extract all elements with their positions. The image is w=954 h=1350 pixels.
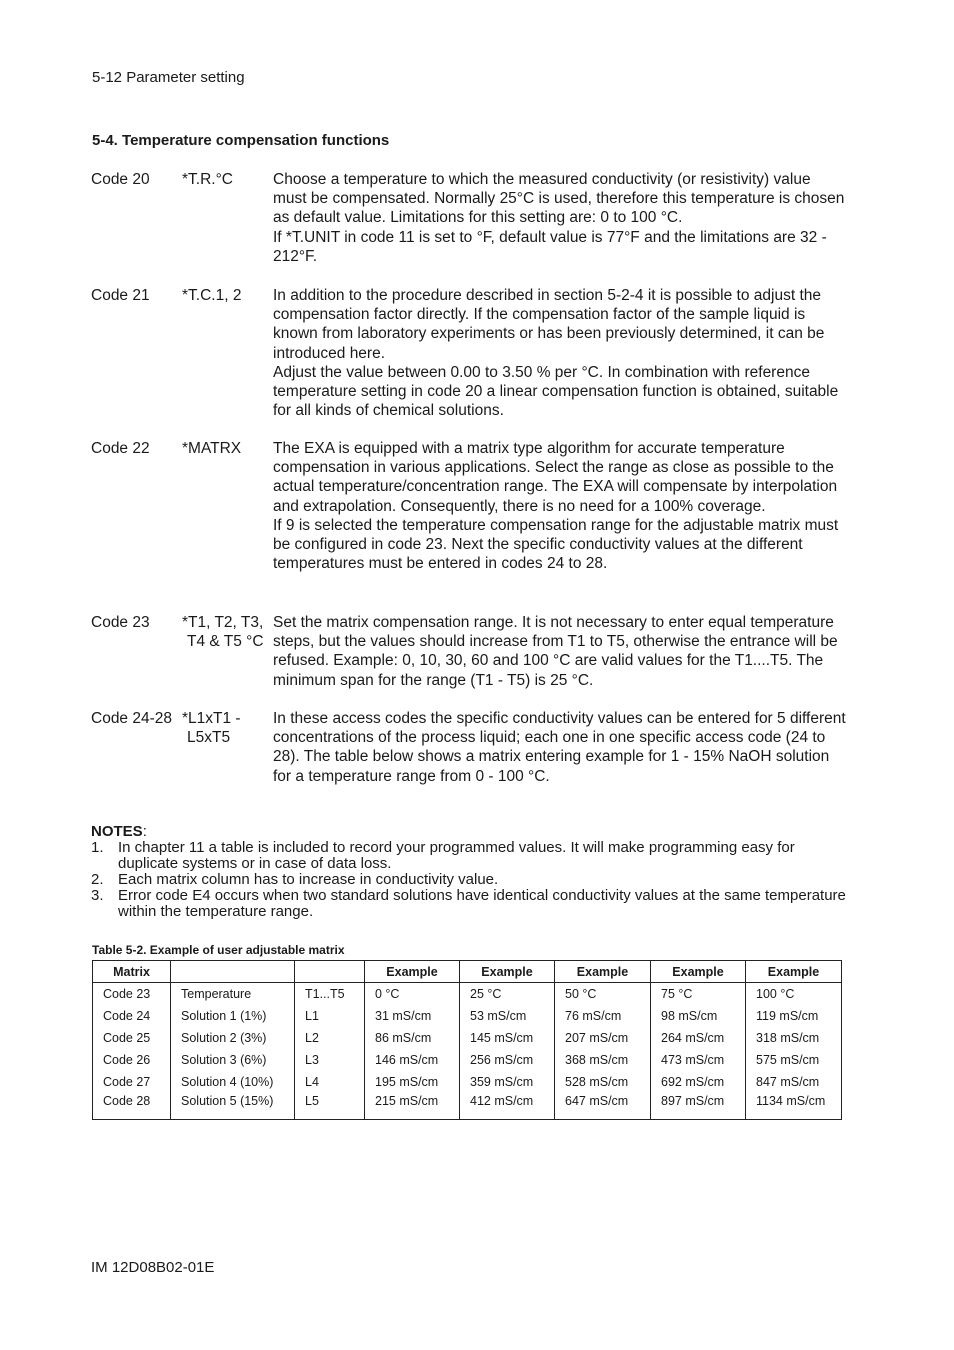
table-cell: 31 mS/cm <box>365 1005 460 1027</box>
table-row <box>93 1071 842 1093</box>
column-header: Example <box>460 961 555 983</box>
table-cell: 359 mS/cm <box>460 1071 555 1093</box>
table-cell: 473 mS/cm <box>651 1049 746 1071</box>
code-description <box>273 439 848 573</box>
table-cell: Temperature <box>171 983 295 1006</box>
code-number: Code 23 <box>91 614 150 631</box>
parameter-line: T4 & T5 °C <box>187 633 264 651</box>
table-cell: Solution 4 (10%) <box>171 1071 295 1093</box>
table-cell: T1...T5 <box>295 983 365 1006</box>
code-number: Code 21 <box>91 287 150 304</box>
table-cell: 207 mS/cm <box>555 1027 651 1049</box>
column-header: Matrix <box>93 961 171 983</box>
code-description <box>273 286 848 420</box>
table-cell: 318 mS/cm <box>746 1027 842 1049</box>
table-cell: Code 25 <box>93 1027 171 1049</box>
table-cell: Solution 1 (1%) <box>171 1005 295 1027</box>
column-header: Example <box>365 961 460 983</box>
table-cell: 195 mS/cm <box>365 1071 460 1093</box>
table-cell: 53 mS/cm <box>460 1005 555 1027</box>
table-cell: 575 mS/cm <box>746 1049 842 1071</box>
note-item <box>91 888 851 920</box>
table-cell: 215 mS/cm <box>365 1093 460 1120</box>
parameter-line: L5xT5 <box>187 729 231 747</box>
notes-list <box>91 840 851 920</box>
matrix-table <box>92 960 842 1120</box>
code-parameter <box>182 613 264 651</box>
table-cell: Solution 2 (3%) <box>171 1027 295 1049</box>
table-cell: 119 mS/cm <box>746 1005 842 1027</box>
table-cell: 264 mS/cm <box>651 1027 746 1049</box>
table-cell: 847 mS/cm <box>746 1071 842 1093</box>
table-cell: 100 °C <box>746 983 842 1006</box>
description-paragraph: In these access codes the specific conductivity values can be entered for 5 different concentrations of the process liquid; each one in one specific access code (24 to 28). The table below shows a matrix entering example for 1 - 15% NaOH solution for a temperature range from 0 - 100 °C. <box>273 710 846 785</box>
table-cell: L4 <box>295 1071 365 1093</box>
column-header <box>295 961 365 983</box>
notes-title: NOTES <box>91 823 143 840</box>
table-cell: Code 26 <box>93 1049 171 1071</box>
table-cell: Solution 5 (15%) <box>171 1093 295 1120</box>
column-header <box>171 961 295 983</box>
table-cell: Code 28 <box>93 1093 171 1120</box>
table-cell: L2 <box>295 1027 365 1049</box>
description-paragraph: In addition to the procedure described in section 5-2-4 it is possible to adjust the compensation factor directly. If the compensation factor of the sample liquid is known from laboratory experiments or has been previously determined, it can be introduced here. <box>273 287 825 362</box>
code-parameter <box>182 439 241 458</box>
page-footer: IM 12D08B02-01E <box>91 1259 215 1276</box>
notes-heading: NOTES: <box>91 823 147 840</box>
table-cell: 256 mS/cm <box>460 1049 555 1071</box>
table-cell: Code 27 <box>93 1071 171 1093</box>
table-cell: L1 <box>295 1005 365 1027</box>
table-cell: 25 °C <box>460 983 555 1006</box>
table-cell: 368 mS/cm <box>555 1049 651 1071</box>
table-cell: 1134 mS/cm <box>746 1093 842 1120</box>
table-row <box>93 1027 842 1049</box>
table-cell: 897 mS/cm <box>651 1093 746 1120</box>
note-item <box>91 872 851 888</box>
section-title: 5-4. Temperature compensation functions <box>92 132 390 149</box>
table-cell: L5 <box>295 1093 365 1120</box>
note-item <box>91 840 851 872</box>
note-text: Error code E4 occurs when two standard solutions have identical conductivity values at the same temperature within the temperature range. <box>118 887 846 920</box>
table-cell: 98 mS/cm <box>651 1005 746 1027</box>
note-number: 1. <box>91 839 104 856</box>
table-row <box>93 1049 842 1071</box>
table-cell: 76 mS/cm <box>555 1005 651 1027</box>
code-description <box>273 170 848 266</box>
table-row <box>93 1093 842 1120</box>
table-cell: Solution 3 (6%) <box>171 1049 295 1071</box>
code-parameter <box>182 709 241 747</box>
table-row <box>93 1005 842 1027</box>
code-number: Code 22 <box>91 440 150 457</box>
description-paragraph: Set the matrix compensation range. It is not necessary to enter equal temperature steps, but the values should increase from T1 to T5, otherwise the entrance will be refused. Example: 0, 10, 30, 60 and 100 °C are valid values for the T1....T5. The minimum span for the range (T1 - T5) is 25 °C. <box>273 614 838 689</box>
code-number: Code 24-28 <box>91 710 173 727</box>
description-paragraph: If 9 is selected the temperature compensation range for the adjustable matrix must be configured in code 23. Next the specific conductivity values at the different temperatures must be entered in codes 24 to 28. <box>273 516 839 573</box>
description-paragraph: Adjust the value between 0.00 to 3.50 % per °C. In combination with reference temperature setting in code 20 a linear compensation function is obtained, suitable for all kinds of chemical solutions. <box>273 363 839 420</box>
parameter-line: *MATRX <box>182 440 242 457</box>
parameter-line: *T1, T2, T3, <box>182 614 264 631</box>
table-cell: Code 23 <box>93 983 171 1006</box>
note-text: Each matrix column has to increase in conductivity value. <box>118 871 499 888</box>
table-row <box>93 983 842 1006</box>
parameter-line: *L1xT1 - <box>182 710 241 727</box>
note-text: In chapter 11 a table is included to record your programmed values. It will make programming easy for duplicate systems or in case of data loss. <box>118 839 795 872</box>
code-number: Code 20 <box>91 171 150 188</box>
table-caption: Table 5-2. Example of user adjustable matrix <box>92 943 345 957</box>
description-paragraph: Choose a temperature to which the measured conductivity (or resistivity) value must be compensated. Normally 25°C is used, therefore this temperature is chosen as default value. Limitations for this setting are: 0 to 100 °C. <box>273 171 845 227</box>
table-cell: 692 mS/cm <box>651 1071 746 1093</box>
table-cell: 146 mS/cm <box>365 1049 460 1071</box>
table-cell: 528 mS/cm <box>555 1071 651 1093</box>
code-parameter <box>182 170 233 189</box>
table-cell: 145 mS/cm <box>460 1027 555 1049</box>
code-description <box>273 709 848 786</box>
table-cell: 75 °C <box>651 983 746 1006</box>
code-description <box>273 613 848 690</box>
column-header: Example <box>651 961 746 983</box>
parameter-line: *T.R.°C <box>182 171 233 188</box>
note-number: 2. <box>91 871 104 888</box>
table-cell: 0 °C <box>365 983 460 1006</box>
note-number: 3. <box>91 887 104 904</box>
table-cell: 647 mS/cm <box>555 1093 651 1120</box>
parameter-line: *T.C.1, 2 <box>182 287 242 304</box>
table-cell: 412 mS/cm <box>460 1093 555 1120</box>
table-cell: 50 °C <box>555 983 651 1006</box>
table-header-row <box>93 961 842 983</box>
column-header: Example <box>746 961 842 983</box>
column-header: Example <box>555 961 651 983</box>
code-parameter <box>182 286 241 305</box>
description-paragraph: If *T.UNIT in code 11 is set to °F, default value is 77°F and the limitations are 32 - 212°F. <box>273 228 827 265</box>
notes-section <box>91 824 851 920</box>
page-header: 5-12 Parameter setting <box>92 69 245 86</box>
table-cell: 86 mS/cm <box>365 1027 460 1049</box>
description-paragraph: The EXA is equipped with a matrix type algorithm for accurate temperature compensation in various applications. Select the range as close as possible to the actual temperature/concentration range. The EXA will compensate by interpolation and extrapolation. Consequently, there is no need for a 100% coverage. <box>273 440 838 515</box>
table-cell: Code 24 <box>93 1005 171 1027</box>
table-cell: L3 <box>295 1049 365 1071</box>
